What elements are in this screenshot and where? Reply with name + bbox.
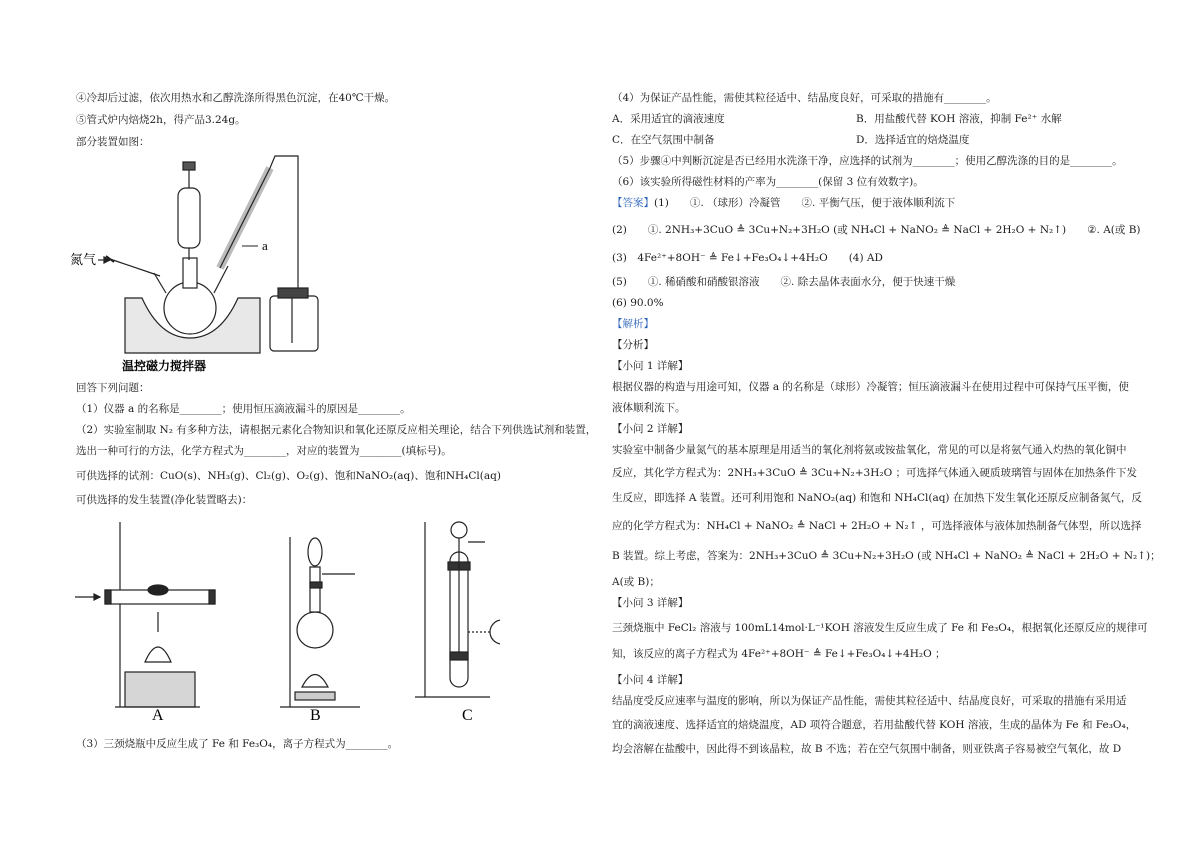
answer-prompt: 回答下列问题： [76,382,150,394]
detail-4-heading: 【小问 4 详解】 [612,674,689,686]
answer-5: (5) ①. 稀硝酸和硝酸银溶液 ②. 除去晶体表面水分，便于快速干燥 [612,276,956,288]
answer-3-4: (3) 4Fe²⁺+8OH⁻ ≜ Fe↓+Fe₃O₄↓+4H₂O (4) AD [612,252,883,264]
stirrer-caption: 温控磁力搅拌器 [122,359,207,373]
detail-1-line2: 液体顺利流下。 [612,402,686,414]
question-2-line1: （2）实验室制取 N₂ 有多种方法，请根据元素化合物知识和氧化还原反应相关理论，结合下列供选试剂和装置， [76,424,597,436]
detail-1-line1: 根据仪器的构造与用途可知，仪器 a 的名称是（球形）冷凝管；恒压滴液漏斗在使用过程中可保持气压平衡，使 [612,381,1129,393]
detail-4-line1: 结晶度受反应速率与温度的影响，所以为保证产品性能，需使其粒径适中、结晶度良好，可采取的措施有采用适 [612,695,1127,707]
step5-text: ⑤管式炉内焙烧2h，得产品3.24g。 [76,114,246,126]
device-figures [70,512,500,727]
detail-4-line2: 宜的滴液速度、选择适宜的焙烧温度，AD 项符合题意，若用盐酸代替 KOH 溶液，生成的晶体为 Fe 和 Fe₃O₄， [612,719,1137,731]
reagent-list: 可供选择的试剂：CuO(s)、NH₃(g)、Cl₂(g)、O₂(g)、饱和NaNO₂(aq)、饱和NH₄Cl(aq) [76,470,501,482]
main-apparatus-figure [70,148,330,373]
option-a: A．采用适宜的滴液速度 [612,113,725,125]
analysis-heading: 【分析】 [612,339,654,351]
detail-2-line4: 应的化学方程式为：NH₄Cl + NaNO₂ ≜ NaCl + 2H₂O + N₂↑ ，可选择液体与液体加热制备气体型，所以选择 [612,520,1142,532]
question-4: （4）为保证产品性能，需使其粒径适中、结晶度良好，可采取的措施有________。 [612,92,997,104]
device-label-c: C [462,707,473,724]
device-label-a: A [152,707,164,724]
option-d: D．选择适宜的焙烧温度 [856,134,970,146]
device-label-b: B [310,707,321,724]
analysis-tag: 【解析】 [612,318,654,330]
detail-1-heading: 【小问 1 详解】 [612,360,689,372]
detail-4-line3: 均会溶解在盐酸中，因此得不到该晶粒，故 B 不选；若在空气氛围中制备，则亚铁离子容易被空气氧化，故 D [612,743,1122,755]
question-5: （5）步骤④中判断沉淀是否已经用水洗涤干净，应选择的试剂为________；使用乙醇洗涤的目的是________。 [612,155,1123,167]
label-a: a [262,238,268,253]
answer-1: (1) ①. （球形）冷凝管 ②. 平衡气压，便于液体顺利流下 [654,197,956,209]
question-1: （1）仪器 a 的名称是________；使用恒压滴液漏斗的原因是________。 [76,403,411,415]
detail-3-heading: 【小问 3 详解】 [612,597,689,609]
detail-2-line3: 生反应，即选择 A 装置。还可利用饱和 NaNO₂(aq) 和饱和 NH₄Cl(aq) 在加热下发生氧化还原反应制备氮气，反 [612,492,1142,504]
question-2-line2: 选出一种可行的方法，化学方程式为________，对应的装置为________(填标号)。 [76,445,452,457]
question-3: （3）三颈烧瓶中反应生成了 Fe 和 Fe₃O₄，离子方程式为________。 [76,738,399,750]
step4-text: ④冷却后过滤，依次用热水和乙醇洗涤所得黑色沉淀，在40℃干燥。 [76,92,396,104]
answer-tag: 【答案】 [612,197,654,209]
answer-6: (6) 90.0% [612,297,664,309]
detail-2-line5: B 装置。综上考虑，答案为：2NH₃+3CuO ≜ 3Cu+N₂+3H₂O (或 NH₄Cl + NaNO₂ ≜ NaCl + 2H₂O + N₂↑)； [612,550,1161,562]
detail-2-line6: A(或 B)； [612,576,660,588]
detail-3-line1: 三颈烧瓶中 FeCl₂ 溶液与 100mL14mol·L⁻¹KOH 溶液发生反应生成了 Fe 和 Fe₃O₄，根据氧化还原反应的规律可 [612,622,1148,634]
nitrogen-label: 氮气 [70,252,97,267]
answer-2: (2) ①. 2NH₃+3CuO ≜ 3Cu+N₂+3H₂O (或 NH₄Cl + NaNO₂ ≜ NaCl + 2H₂O + N₂↑) ②. A(或 B) [612,224,1141,236]
option-b: B．用盐酸代替 KOH 溶液，抑制 Fe²⁺ 水解 [856,113,1062,125]
apparatus-intro: 部分装置如图： [76,136,150,148]
detail-3-line2: 知，该反应的离子方程式为 4Fe²⁺+8OH⁻ ≜ Fe↓+Fe₃O₄↓+4H₂O ； [612,648,946,660]
detail-2-line1: 实验室中制备少量氮气的基本原理是用适当的氧化剂将氨或铵盐氧化，常见的可以是将氨气通入灼热的氧化铜中 [612,444,1127,456]
question-6: （6）该实验所得磁性材料的产率为________(保留 3 位有效数字)。 [612,176,924,188]
detail-2-line2: 反应，其化学方程式为：2NH₃+3CuO ≜ 3Cu+N₂+3H₂O ；可选择气体通入硬质玻璃管与固体在加热条件下发 [612,467,1138,479]
device-list: 可供选择的发生装置(净化装置略去)： [76,494,253,506]
option-c: C．在空气氛围中制备 [612,134,715,146]
detail-2-heading: 【小问 2 详解】 [612,423,689,435]
